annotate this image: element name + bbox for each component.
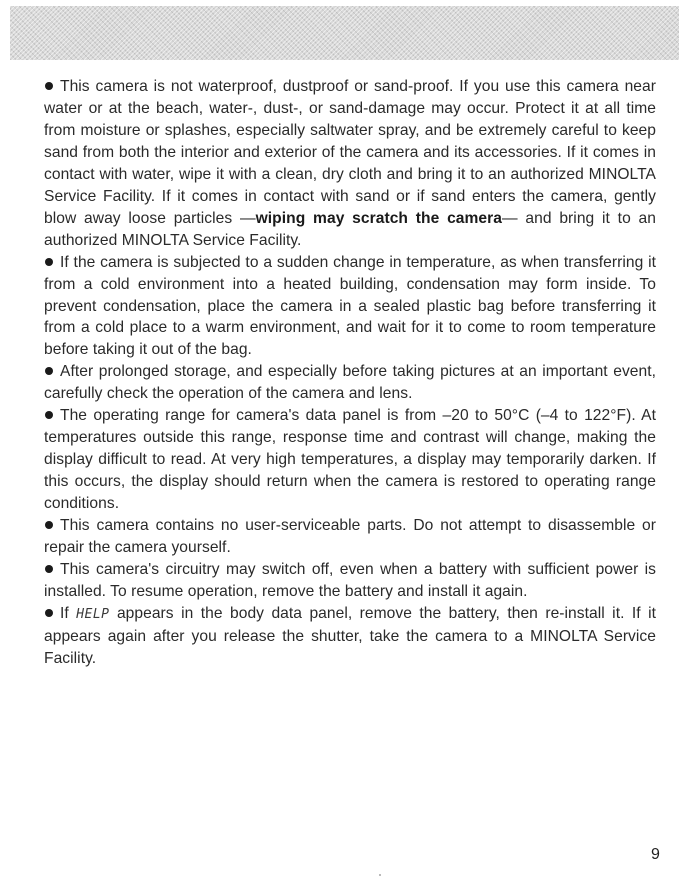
text-segment: — and bring it to an authorized MINOLTA Service Facility.: [44, 209, 656, 249]
text-segment: After prolonged storage, and especially before taking pictures at an important event, carefully check the operation of the camera and lens.: [44, 363, 656, 403]
text-segment: This camera contains no user-serviceable parts. Do not attempt to disassemble or repair the camera yourself.: [44, 517, 656, 557]
paragraph-storage: [44, 361, 656, 405]
bullet: [45, 258, 53, 266]
page-number: 9: [651, 846, 660, 863]
paragraph-condensation: [44, 252, 656, 362]
text-segment: This camera's circuitry may switch off, even when a battery with sufficient power is installed. To resume operation, remove the battery and install it again.: [44, 560, 656, 600]
paragraph-temperature: [44, 405, 656, 515]
text-segment: appears in the body data panel, remove the battery, then re-install it. If it appears again after you release the shutter, take the camera to a MINOLTA Service Facility.: [44, 604, 656, 667]
bullet: [45, 367, 53, 375]
scan-speck: [379, 874, 381, 876]
paragraph-help-display: [44, 603, 656, 670]
paragraph-waterproof: [44, 76, 656, 252]
text-segment: This camera is not waterproof, dustproof or sand-proof. If you use this camera near water or at the beach, water-, dust-, or sand-damage may occur. Protect it at all time from moisture or splashes, especially saltwater spray, and be extremely careful to keep sand from both the interior and exterior of the camera and its accessories. If it comes in contact with water, wipe it with a clean, dry cloth and bring it to an authorized MINOLTA Service Facility. If it comes in contact with sand or if sand enters the camera, gently blow away loose particles —: [44, 78, 656, 227]
paragraph-circuitry: [44, 559, 656, 603]
warning-text: wiping may scratch the camera: [255, 209, 502, 227]
text-segment: If: [60, 604, 77, 622]
text-segment: If the camera is subjected to a sudden change in temperature, as when transferring it from a cold environment into a heated building, condensation may form inside. To prevent condensation, place the camera in a sealed plastic bag before transferring it from a cold place to a warm environment, and wait for it to come to room temperature before taking it out of the bag.: [44, 253, 656, 359]
bullet: [45, 411, 53, 419]
bullet: [45, 565, 53, 573]
header-band: [10, 6, 679, 60]
text-segment: The operating range for camera's data panel is from –20 to 50°C (–4 to 122°F). At temperatures outside this range, response time and contrast will change, making the display difficult to read. At very high temperatures, a display may temporarily darken. If this occurs, the display should return when the camera is restored to operating range conditions.: [44, 407, 656, 513]
lcd-help-indicator: HELP: [76, 606, 110, 622]
body-text: [44, 76, 656, 670]
bullet: [45, 82, 53, 90]
bullet: [45, 609, 53, 617]
bullet: [45, 521, 53, 529]
paragraph-no-service-parts: [44, 515, 656, 559]
